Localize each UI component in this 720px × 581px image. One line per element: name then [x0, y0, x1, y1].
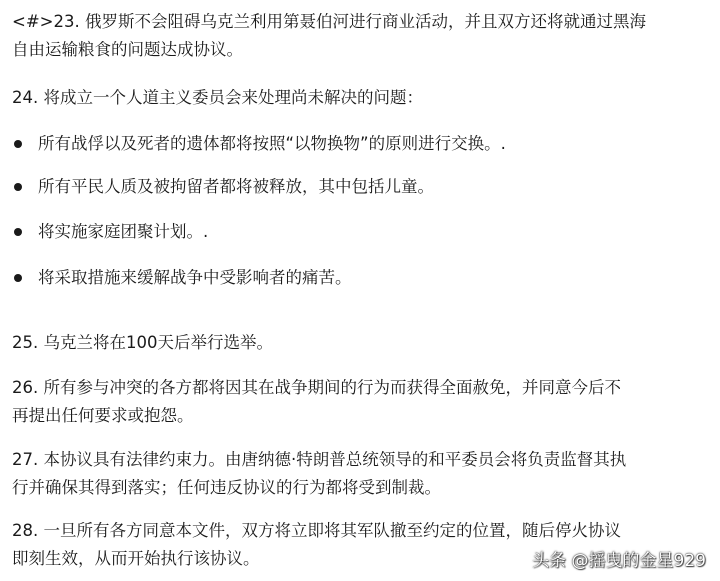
bullet-item — [12, 264, 702, 292]
paragraph-23 — [12, 8, 702, 64]
bullet-dot-icon — [14, 274, 22, 282]
bullet-item — [12, 173, 702, 201]
paragraph-24-text: 24. 将成立一个人道主义委员会来处理尚未解决的问题： — [12, 88, 423, 107]
paragraph-25-text: 25. 乌克兰将在100天后举行选举。 — [12, 333, 273, 352]
paragraph-27-line-1: 27. 本协议具有法律约束力。由唐纳德·特朗普总统领导的和平委员会将负责监督其执 — [12, 450, 627, 469]
bullet-dot-icon — [14, 183, 22, 191]
bullet-item — [12, 130, 702, 158]
bullet-text: 所有平民人质及被拘留者都将被释放，其中包括儿童。 — [38, 177, 434, 196]
paragraph-27 — [12, 446, 702, 502]
paragraph-23-line-1: <#>23. 俄罗斯不会阻碍乌克兰利用第聂伯河进行商业活动，并且双方还将就通过黑海 — [12, 12, 646, 31]
bullet-text: 将采取措施来缓解战争中受影响者的痛苦。 — [38, 268, 352, 287]
paragraph-27-line-2: 行并确保其得到落实；任何违反协议的行为都将受到制裁。 — [12, 478, 441, 497]
paragraph-26 — [12, 374, 702, 430]
bullet-dot-icon — [14, 140, 22, 148]
bullet-text: 将实施家庭团聚计划。. — [38, 222, 209, 241]
paragraph-26-line-2: 再提出任何要求或抱怨。 — [12, 406, 194, 425]
bullet-item — [12, 218, 702, 246]
paragraph-24 — [12, 84, 702, 112]
bullet-text: 所有战俘以及死者的遗体都将按照“以物换物”的原则进行交换。. — [38, 134, 506, 153]
paragraph-23-line-2: 自由运输粮食的问题达成协议。 — [12, 40, 243, 59]
watermark: 头条 @摇曳的金星929 — [532, 551, 706, 571]
paragraph-25 — [12, 329, 702, 357]
bullet-dot-icon — [14, 228, 22, 236]
paragraph-26-line-1: 26. 所有参与冲突的各方都将因其在战争期间的行为而获得全面赦免，并同意今后不 — [12, 378, 621, 397]
paragraph-28-line-2: 即刻生效，从而开始执行该协议。 — [12, 549, 260, 568]
paragraph-28-line-1: 28. 一旦所有各方同意本文件，双方将立即将其军队撤至约定的位置，随后停火协议 — [12, 521, 621, 540]
